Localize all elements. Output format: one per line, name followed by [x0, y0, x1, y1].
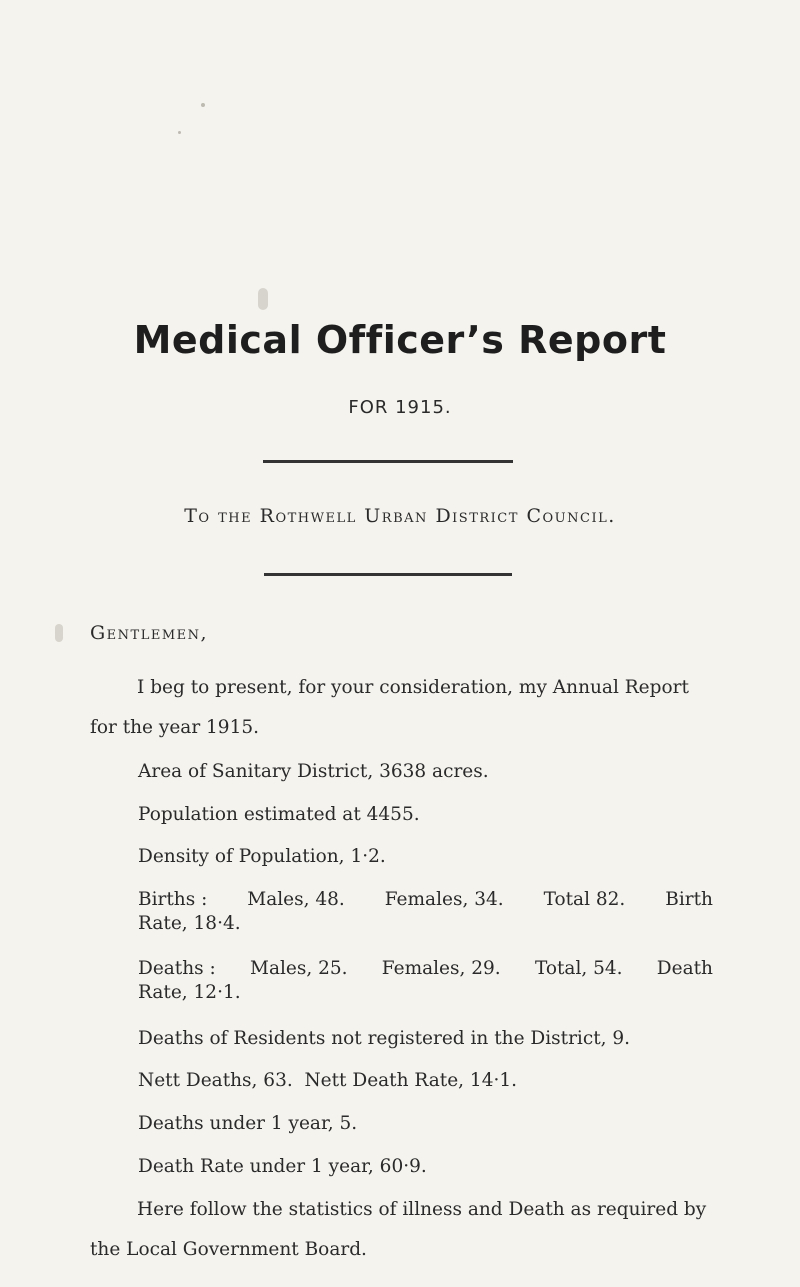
births-males: Males, 48. [247, 889, 345, 910]
births-rate-word: Birth [665, 889, 713, 910]
report-title: Medical Officer’s Report [133, 318, 667, 362]
deaths-rate-word: Death [656, 958, 713, 979]
stat-under-one: Deaths under 1 year, 5. [138, 1113, 358, 1134]
stat-population: Population estimated at 4455. [138, 804, 420, 825]
closing-line-2: the Local Government Board. [90, 1239, 367, 1260]
intro-line-2: for the year 1915. [90, 717, 260, 738]
stat-births [138, 888, 713, 936]
deaths-label: Deaths : [138, 958, 216, 979]
addressee: To the Rothwell Urban District Council. [184, 505, 616, 527]
report-year: FOR 1915. [348, 397, 452, 418]
divider [263, 460, 513, 463]
stat-density: Density of Population, 1·2. [138, 846, 386, 867]
stat-deaths [138, 957, 713, 1005]
closing-line-1: Here follow the statistics of illness and Death as required by [137, 1199, 707, 1220]
deaths-females: Females, 29. [381, 958, 501, 979]
intro-line-1: I beg to present, for your consideration, my Annual Report [137, 677, 689, 698]
paper-speck [55, 624, 63, 642]
divider [264, 573, 512, 576]
paper-speck [201, 103, 205, 107]
stat-under-one-rate: Death Rate under 1 year, 60·9. [138, 1156, 427, 1177]
paper-speck [258, 288, 268, 310]
stat-nett: Nett Deaths, 63. Nett Death Rate, 14·1. [138, 1070, 518, 1091]
births-females: Females, 34. [384, 889, 504, 910]
births-label: Births : [138, 889, 208, 910]
deaths-males: Males, 25. [250, 958, 348, 979]
stat-area: Area of Sanitary District, 3638 acres. [138, 761, 489, 782]
paper-speck [178, 131, 181, 134]
births-total: Total 82. [543, 889, 626, 910]
stat-non-registered: Deaths of Residents not registered in the District, 9. [138, 1028, 631, 1049]
deaths-total: Total, 54. [534, 958, 623, 979]
births-rate: Rate, 18·4. [138, 913, 241, 934]
deaths-rate: Rate, 12·1. [138, 982, 241, 1003]
salutation: Gentlemen, [90, 622, 209, 644]
